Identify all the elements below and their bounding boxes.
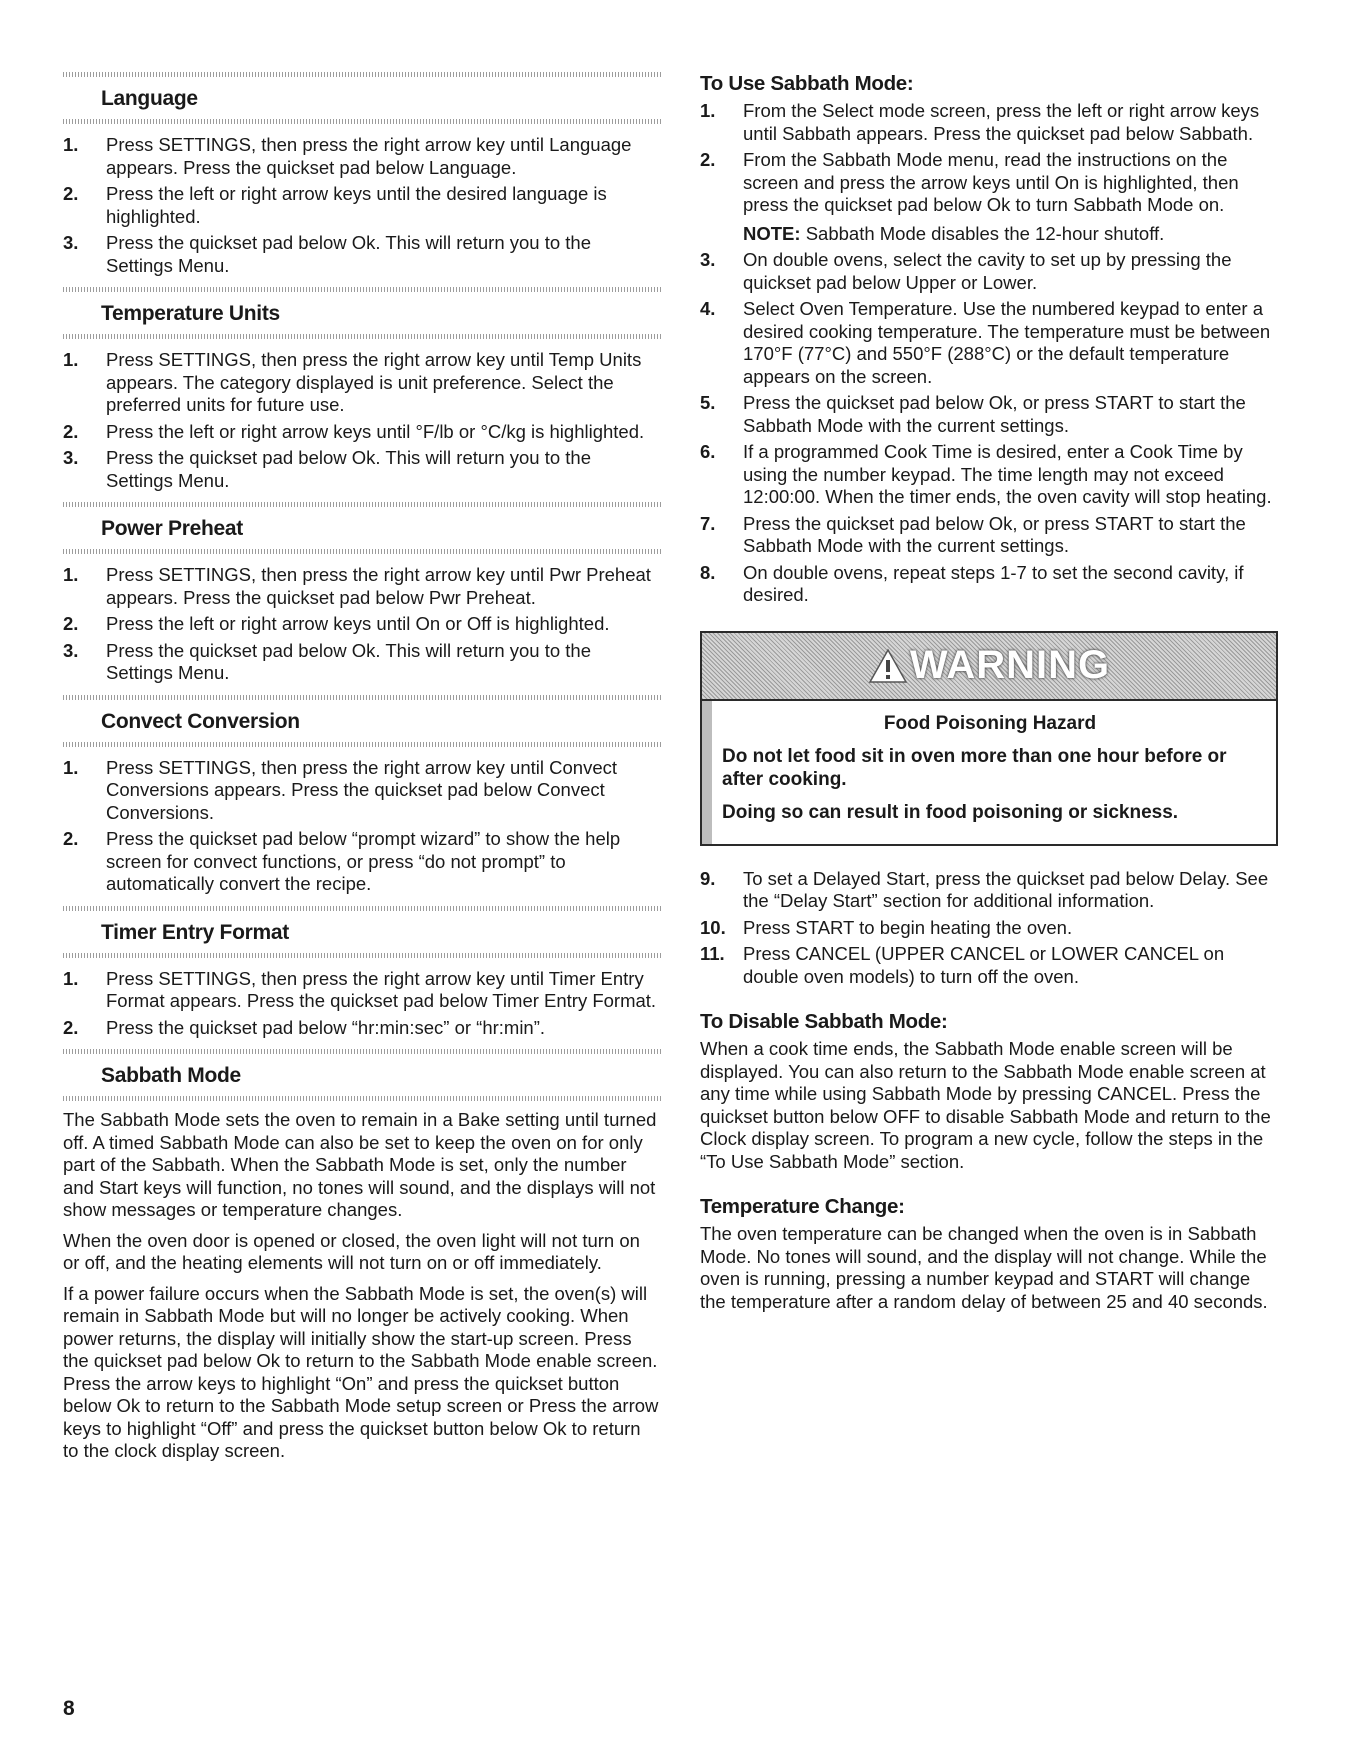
step-list: [63, 349, 661, 492]
rule-top: [63, 695, 661, 700]
step-list: [63, 757, 661, 896]
step-text: Press SETTINGS, then press the right arrow key until Timer Entry Format appears. Press the quickset pad below Timer Entry Format.: [106, 967, 657, 1011]
warning-body: [702, 701, 1276, 844]
step-text: Press the left or right arrow keys until the desired language is highlighted.: [106, 183, 607, 227]
step-item: [63, 828, 661, 896]
step-number: 8.: [700, 561, 716, 583]
step-text: Press the quickset pad below “hr:min:sec” or “hr:min”.: [106, 1016, 546, 1038]
step-item: [700, 943, 1278, 988]
rule-top: [63, 287, 661, 292]
step-item: [63, 564, 661, 609]
section-power-preheat: [63, 502, 661, 685]
step-item: [63, 421, 661, 444]
step-number: 5.: [700, 392, 716, 413]
left-column: [63, 72, 661, 1471]
use-sabbath-steps: [700, 100, 1278, 607]
step-text: Press the left or right arrow keys until °F/lb or °C/kg is highlighted.: [106, 420, 645, 442]
section-temperature-units: [63, 287, 661, 492]
section-timer-entry-format: [63, 906, 661, 1040]
step-text: On double ovens, repeat steps 1-7 to set the second cavity, if desired.: [743, 561, 1244, 605]
section-convect-conversion: [63, 695, 661, 896]
disable-sabbath-heading: To Disable Sabbath Mode:: [700, 1010, 948, 1033]
step-text: From the Select mode screen, press the left or right arrow keys until Sabbath appears. Press the quickset pad below Sabbath.: [743, 100, 1260, 144]
section-language: [63, 72, 661, 277]
sabbath-paragraph: The Sabbath Mode sets the oven to remain in a Bake setting until turned off. A timed Sabbath Mode can also be set to keep the oven on for only part of the Sabbath. When the Sabbath Mode is set, only the number and Start keys will function, no tones will sound, and the displays will not show messages or temperature changes.: [63, 1109, 657, 1220]
temperature-change-text: The oven temperature can be changed when the oven is in Sabbath Mode. No tones will sound, and the display will not change. While the oven is running, pressing a number keypad and START will change the temperature after a random delay of between 25 and 40 seconds.: [700, 1223, 1268, 1312]
right-column: [700, 72, 1278, 1321]
step-number: 7.: [700, 512, 716, 534]
step-number: 3.: [63, 447, 79, 468]
step-text: Press the quickset pad below Ok. This will return you to the Settings Menu.: [106, 639, 592, 683]
step-number: 1.: [63, 349, 79, 370]
step-item: [700, 100, 1278, 145]
section-header: [63, 287, 661, 339]
step-text: Press the quickset pad below “prompt wizard” to show the help screen for convect functions, or press “do not prompt” to automatically convert the recipe.: [106, 828, 621, 894]
step-item: [700, 513, 1278, 558]
hazard-title: Food Poisoning Hazard: [883, 712, 1097, 734]
step-list: [63, 968, 661, 1040]
section-title: Language: [101, 87, 198, 110]
step-item: [63, 757, 661, 825]
rule-bottom: [63, 1096, 661, 1101]
rule-bottom: [63, 334, 661, 339]
step-list: [63, 134, 661, 277]
step-text: Press START to begin heating the oven.: [743, 916, 1073, 938]
step-text: Press SETTINGS, then press the right arrow key until Convect Conversions appears. Press the quickset pad below Convect Conversions.: [106, 756, 617, 823]
step-number: 1.: [63, 134, 79, 155]
rule-top: [63, 1049, 661, 1054]
step-text: Press the quickset pad below Ok, or press START to start the Sabbath Mode with the current settings.: [743, 512, 1246, 556]
step-number: 1.: [63, 967, 79, 989]
step-number: 6.: [700, 441, 716, 462]
step-text: Press SETTINGS, then press the right arrow key until Language appears. Press the quickset pad below Language.: [106, 134, 632, 178]
note-label: NOTE:: [743, 222, 801, 244]
section-title: Power Preheat: [101, 517, 243, 540]
warning-triangle-icon: [868, 648, 908, 684]
rule-top: [63, 502, 661, 507]
sabbath-paragraph: When the oven door is opened or closed, the oven light will not turn on or off, and the heating elements will not turn on or off immediately.: [63, 1229, 640, 1273]
section-sabbath-mode: [63, 1049, 661, 1463]
warning-word: WARNING: [909, 643, 1111, 687]
disable-sabbath-text: When a cook time ends, the Sabbath Mode enable screen will be displayed. You can also return to the Sabbath Mode enable screen at any time while using Sabbath Mode by pressing CANCEL. Press the quickset button below OFF to disable Sabbath Mode and return to the Clock display screen. To program a new cycle, follow the steps in the “To Use Sabbath Mode” section.: [700, 1038, 1271, 1172]
step-text: On double ovens, select the cavity to set up by pressing the quickset pad below Upper or Lower.: [743, 249, 1232, 293]
step-number: 2.: [63, 420, 79, 442]
step-item: [700, 249, 1278, 294]
step-text: Press CANCEL (UPPER CANCEL or LOWER CANCEL on double oven models) to turn off the oven.: [743, 943, 1225, 987]
rule-top: [63, 72, 661, 77]
section-header: [63, 72, 661, 124]
section-header: [63, 1049, 661, 1101]
section-header: [63, 502, 661, 554]
step-item: [700, 917, 1278, 940]
page-number: 8: [63, 1697, 75, 1720]
step-item: [63, 232, 661, 277]
step-number: 1.: [63, 756, 79, 778]
rule-bottom: [63, 119, 661, 124]
step-text: Press SETTINGS, then press the right arrow key until Temp Units appears. The category displayed is unit preference. Select the preferred units for future use.: [106, 349, 642, 415]
step-number: 2.: [700, 149, 716, 170]
step-item: [63, 447, 661, 492]
step-number: 4.: [700, 298, 716, 319]
step-number: 3.: [63, 639, 79, 661]
use-sabbath-heading: To Use Sabbath Mode:: [700, 72, 914, 95]
rule-bottom: [63, 953, 661, 958]
step-text: Press the quickset pad below Ok, or press START to start the Sabbath Mode with the current settings.: [743, 392, 1246, 436]
step-number: 2.: [63, 828, 79, 849]
section-title: Timer Entry Format: [101, 920, 289, 944]
warning-banner: [702, 633, 1276, 701]
step-number: 2.: [63, 183, 79, 204]
step-item: [63, 183, 661, 228]
step-number: 10.: [700, 916, 726, 938]
section-title: Convect Conversion: [101, 709, 300, 733]
step-number: 1.: [63, 564, 79, 585]
step-number: 11.: [700, 943, 725, 964]
step-number: 2.: [63, 613, 79, 634]
step-item: [63, 613, 661, 636]
step-item: [63, 349, 661, 417]
note-text: Sabbath Mode disables the 12-hour shutoff.: [800, 222, 1165, 244]
section-title: Temperature Units: [101, 302, 280, 325]
step-number: 3.: [63, 232, 79, 253]
step-text: Press the left or right arrow keys until On or Off is highlighted.: [106, 613, 610, 634]
step-text: To set a Delayed Start, press the quickset pad below Delay. See the “Delay Start” section for additional information.: [743, 867, 1269, 911]
warning-box: [700, 631, 1278, 846]
step-item: [700, 562, 1278, 607]
step-text: Press the quickset pad below Ok. This will return you to the Settings Menu.: [106, 447, 592, 491]
step-item: [63, 134, 661, 179]
step-item: [63, 968, 661, 1013]
section-title: Sabbath Mode: [101, 1064, 241, 1087]
step-number: 1.: [700, 100, 716, 121]
section-header: [63, 906, 661, 958]
step-item: [700, 149, 1278, 245]
step-list: [63, 564, 661, 685]
rule-bottom: [63, 742, 661, 747]
warning-label: [868, 643, 1110, 688]
step-number: 2.: [63, 1016, 79, 1038]
step-item: [700, 441, 1278, 509]
step-number: 9.: [700, 867, 716, 889]
step-number: 3.: [700, 249, 716, 270]
step-text: From the Sabbath Mode menu, read the instructions on the screen and press the arrow keys until On is highlighted, then press the quickset pad below Ok to turn Sabbath Mode on.: [743, 149, 1239, 215]
sabbath-paragraph: If a power failure occurs when the Sabbath Mode is set, the oven(s) will remain in Sabbath Mode but will no longer be actively cooking. When power returns, the display will initially show the start-up screen. Press the quickset pad below Ok to return to the Sabbath Mode enable screen. Press the arrow keys to highlight “On” and press the quickset button below Ok to return to the Sabbath Mode setup screen or Press the arrow keys to highlight “Off” and press the quickset button below Ok to return to the clock display screen.: [63, 1282, 659, 1461]
step-text: Select Oven Temperature. Use the numbered keypad to enter a desired cooking temperature. The temperature must be between 170°F (77°C) and 550°F (288°C) or the default temperature appears on the screen.: [743, 298, 1271, 387]
step-text: If a programmed Cook Time is desired, enter a Cook Time by using the number keypad. The time length may not exceed 12:00:00. When the timer ends, the oven cavity will stop heating.: [743, 441, 1272, 507]
section-header: [63, 695, 661, 747]
after-warning-steps: [700, 868, 1278, 989]
note: [743, 223, 1278, 246]
temperature-change-heading: Temperature Change:: [700, 1195, 905, 1218]
step-item: [700, 868, 1278, 913]
rule-top: [63, 906, 661, 911]
rule-bottom: [63, 549, 661, 554]
warning-text: Doing so can result in food poisoning or sickness.: [722, 801, 1179, 823]
step-item: [63, 1017, 661, 1040]
step-item: [700, 298, 1278, 388]
step-text: Press SETTINGS, then press the right arrow key until Pwr Preheat appears. Press the quickset pad below Pwr Preheat.: [106, 564, 651, 608]
step-text: Press the quickset pad below Ok. This will return you to the Settings Menu.: [106, 232, 592, 276]
step-item: [63, 640, 661, 685]
step-item: [700, 392, 1278, 437]
warning-text: Do not let food sit in oven more than one hour before or after cooking.: [722, 745, 1227, 790]
